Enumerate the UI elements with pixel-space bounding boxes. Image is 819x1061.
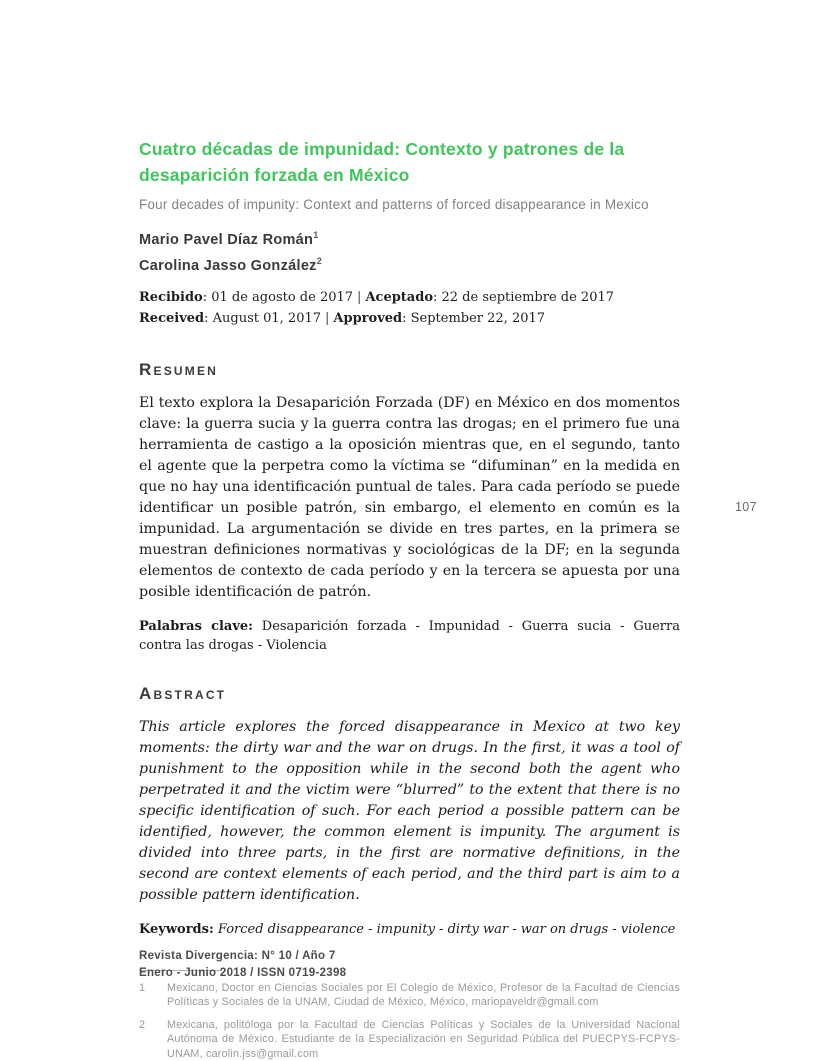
author-footnote-ref: 1 xyxy=(313,230,319,240)
author-name-text: Mario Pavel Díaz Román xyxy=(139,231,314,248)
page-number: 107 xyxy=(735,500,757,514)
keywords-values: Forced disappearance - impunity - dirty war - war on drugs - violence xyxy=(213,921,676,937)
dates-separator: | xyxy=(325,310,330,326)
footnote-item xyxy=(139,1018,680,1061)
author-name xyxy=(139,225,680,251)
palabras-clave-line xyxy=(139,617,680,655)
footnote-text: Mexicana, politóloga por la Facultad de Ciencias Políticas y Sociales de la Universidad Nacional Autónoma de México. Estudiante de la Especialización en Seguridad Pública del PUECPYS-FCPYS-UNAM, carolin.jss@gmail.com xyxy=(167,1018,680,1060)
recibido-label: Recibido xyxy=(139,289,203,305)
keywords-label: Keywords: xyxy=(139,921,214,937)
journal-footer-line2: Enero - Junio 2018 / ISSN 0719-2398 xyxy=(139,966,347,979)
dates-separator: | xyxy=(357,289,362,305)
article-title-english: Four decades of impunity: Context and patterns of forced disappearance in Mexico xyxy=(139,197,649,212)
approved-value: : September 22, 2017 xyxy=(402,310,546,326)
resumen-heading: Resumen xyxy=(139,359,219,379)
aceptado-value: : 22 de septiembre de 2017 xyxy=(433,289,615,305)
abstract-body: This article explores the forced disappearance in Mexico at two key moments: the dirty war and the war on drugs. In the first, it was a tool of punishment to the opposition while in the second both the agent who perpetrated it and the victim were “blurred” to the extent that there is no specific identification of such. For each period a possible pattern can be identified, however, the common element is impunity. The argument is divided into three parts, in the first are normative definitions, in the second are context elements of each period, and the third part is aim to a possible pattern identification. xyxy=(139,718,680,903)
dates-line-spanish xyxy=(139,287,680,308)
journal-footer-line1: Revista Divergencia: N° 10 / Año 7 xyxy=(139,950,336,962)
author-name-text: Carolina Jasso González xyxy=(139,258,317,275)
footnote-number: 2 xyxy=(139,1018,146,1031)
received-value: : August 01, 2017 xyxy=(204,310,322,326)
abstract-heading: Abstract xyxy=(139,683,227,703)
author-footnote-ref: 2 xyxy=(316,256,323,267)
author-list xyxy=(139,225,680,278)
dates-block xyxy=(139,287,680,329)
dates-line-english xyxy=(139,308,680,329)
article-title-spanish: Cuatro décadas de impunidad: Contexto y patrones de la desaparición forzada en México xyxy=(139,139,625,185)
resumen-body: El texto explora la Desaparición Forzada (DF) en México en dos momentos clave: la guerra sucia y la guerra contra las drogas; en el primero fue una herramienta de castigo a la oposición mientras que, en el segundo, tanto el agente que la perpetra como la víctima se “difuminan” en la medida en que no hay una identificación puntual de tales. Para cada período se puede identificar un posible patrón, sin embargo, el elemento en común es la impunidad. La argumentación se divide en tres partes, en la primera se muestran definiciones normativas y sociológicas de la DF; en la segunda elementos de contexto de cada período y en la tercera se apuesta por una posible identificación de patrón. xyxy=(139,394,681,600)
footnote-number: 1 xyxy=(139,981,146,994)
journal-footer xyxy=(139,948,346,981)
footnotes-block xyxy=(139,981,680,1061)
aceptado-label: Aceptado xyxy=(365,289,433,305)
article-content-column xyxy=(139,136,680,1061)
palabras-clave-values: Desaparición forzada - Impunidad - Guerra sucia - Guerra contra las drogas - Violencia xyxy=(139,618,680,653)
keywords-line xyxy=(139,920,680,939)
author-name xyxy=(139,251,680,277)
palabras-clave-label: Palabras clave: xyxy=(139,618,253,634)
footnote-item xyxy=(139,981,680,1010)
approved-label: Approved xyxy=(333,310,403,326)
received-label: Received xyxy=(139,310,205,326)
footnote-text: Mexicano, Doctor en Ciencias Sociales por El Colegio de México, Profesor de la Facultad de Ciencias Políticas y Sociales de la UNAM, Ciudad de México, México, mariopaveldr@gmail.com xyxy=(167,981,680,1009)
recibido-value: : 01 de agosto de 2017 xyxy=(202,289,354,305)
